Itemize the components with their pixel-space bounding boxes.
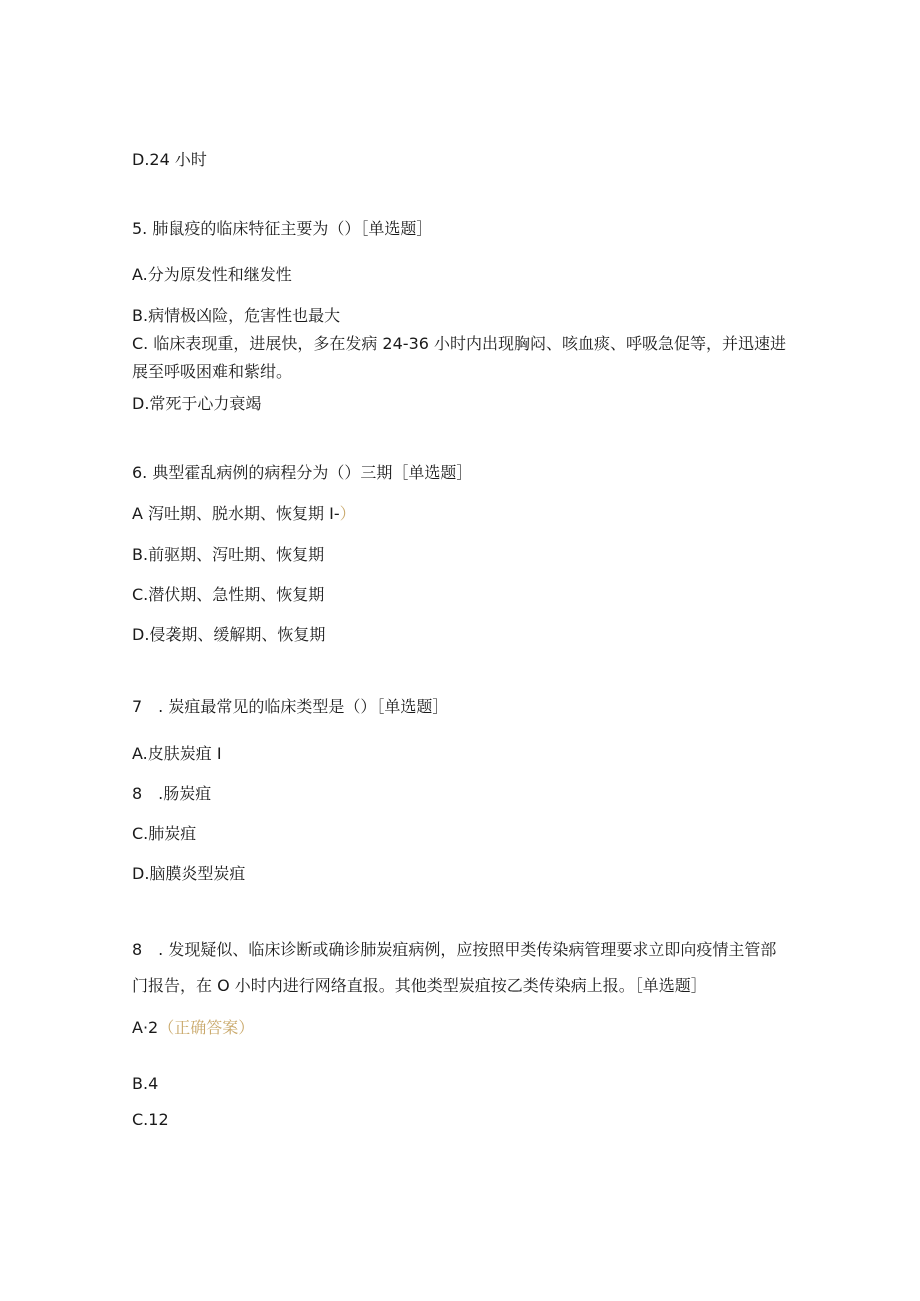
q5-option-c: C. 临床表现重，进展快，多在发病 24-36 小时内出现胸闷、咳血痰、呼吸急促等，并迅速进展至呼吸困难和紫绀。: [132, 334, 787, 381]
q6-option-c: C.潜伏期、急性期、恢复期: [132, 585, 325, 604]
q8-option-a-text: A·2: [132, 1018, 159, 1037]
q6-answer-mark: ）: [339, 504, 356, 523]
q6-option-a: [132, 504, 356, 524]
q6-option-b: B.前驱期、泻吐期、恢复期: [132, 545, 325, 564]
q4-option-d: D.24 小时: [132, 150, 207, 169]
q7-title: 7 . 炭疽最常见的临床类型是（）［单选题］: [132, 697, 449, 716]
q8-answer-mark: （正确答案）: [158, 1018, 255, 1037]
q6-option-a-text: A 泻吐期、脱水期、恢复期 I-: [132, 504, 340, 523]
q8-option-c: C.12: [132, 1110, 169, 1129]
q7-option-d: D.脑膜炎型炭疽: [132, 864, 246, 883]
q7-option-c: C.肺炭疽: [132, 824, 197, 843]
q7-option-b: 8 .肠炭疽: [132, 784, 212, 803]
q7-option-a: A.皮肤炭疽 I: [132, 744, 222, 763]
q8-option-b: B.4: [132, 1074, 159, 1093]
q5-option-a: A.分为原发性和继发性: [132, 265, 292, 284]
q5-title: 5. 肺鼠疫的临床特征主要为（）［单选题］: [132, 219, 433, 238]
q6-option-d: D.侵袭期、缓解期、恢复期: [132, 625, 326, 644]
q8-option-a: [132, 1018, 254, 1038]
q6-title: 6. 典型霍乱病例的病程分为（）三期［单选题］: [132, 463, 473, 482]
q5-option-d: D.常死于心力衰竭: [132, 394, 262, 413]
q5-option-b: B.病情极凶险，危害性也最大: [132, 306, 341, 325]
q8-title: 8 . 发现疑似、临床诊断或确诊肺炭疽病例，应按照甲类传染病管理要求立即向疫情主管部门报告，在 O 小时内进行网络直报。其他类型炭疽按乙类传染病上报。［单选题］: [132, 940, 777, 995]
